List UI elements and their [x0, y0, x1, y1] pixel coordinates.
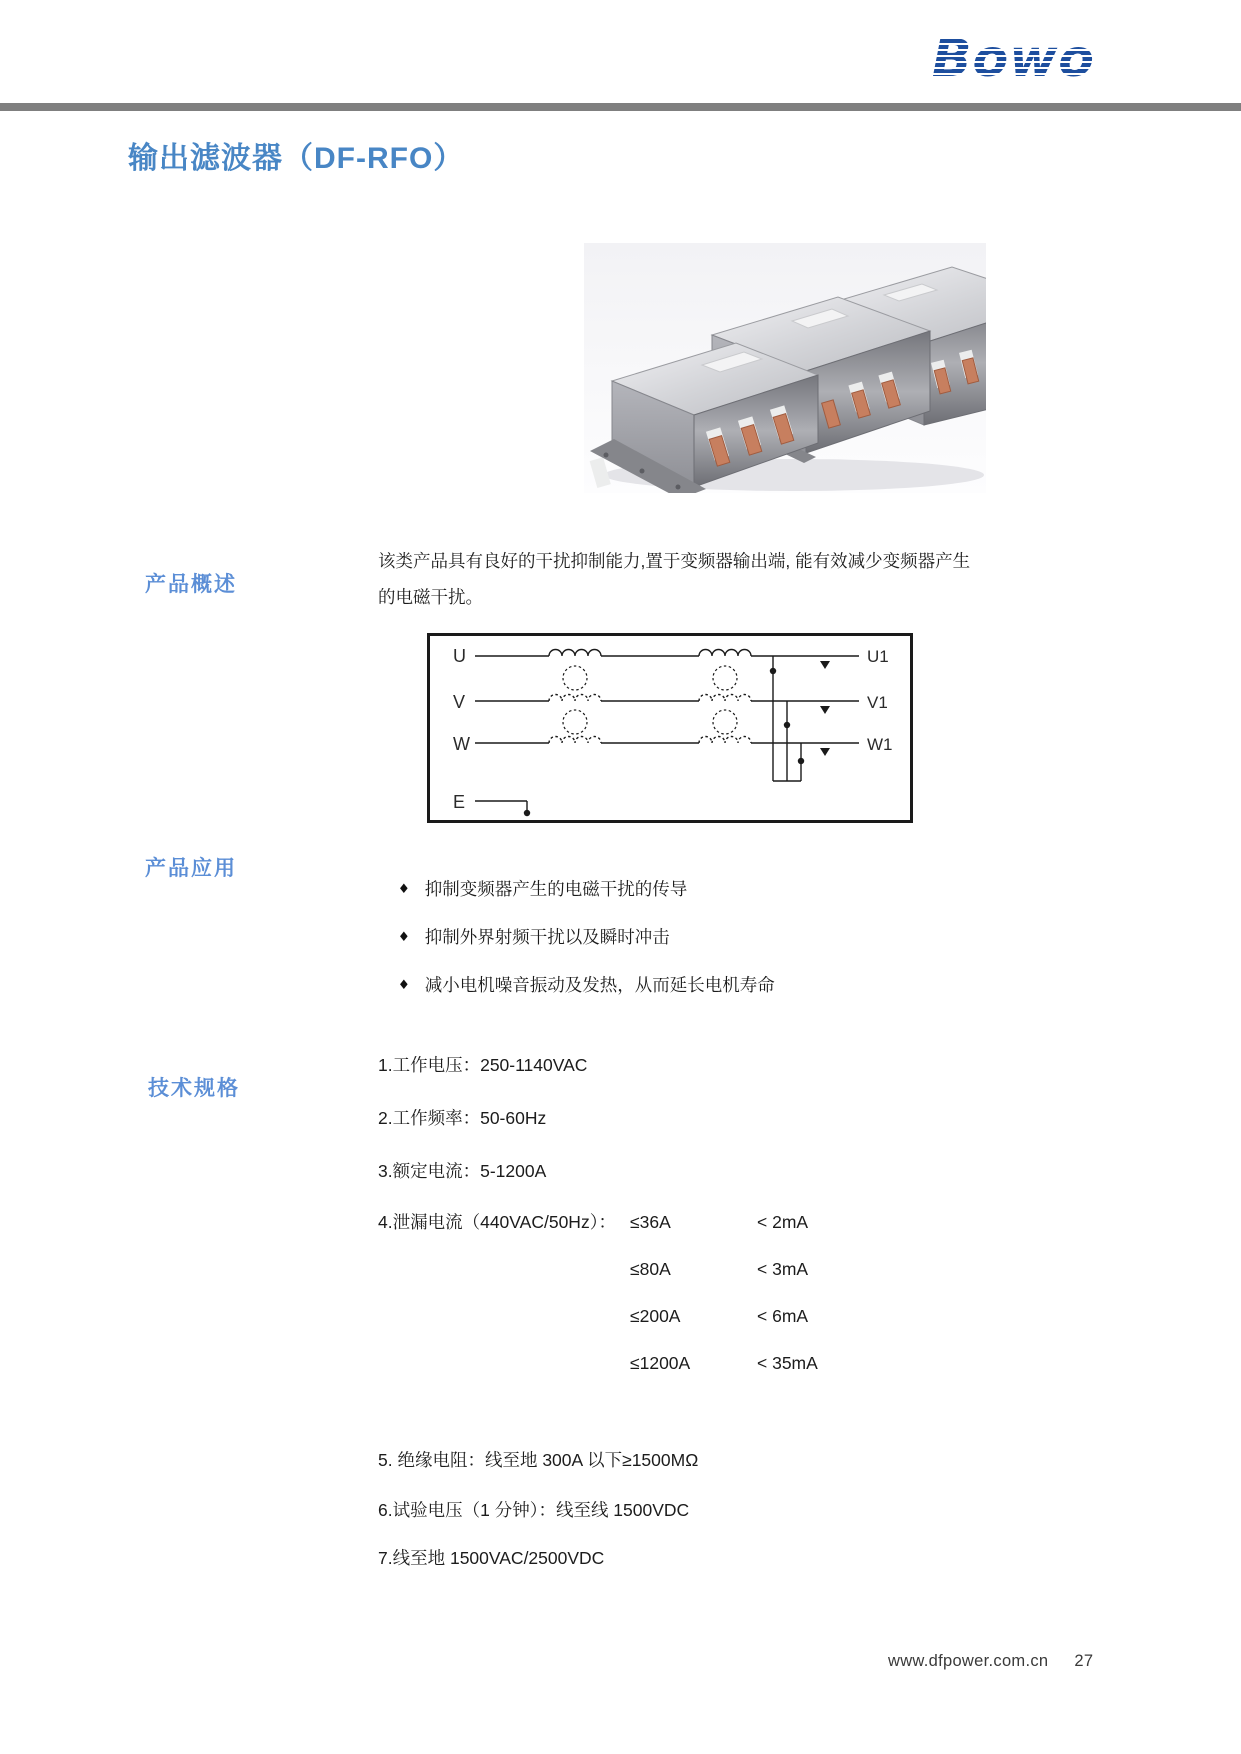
page-footer — [888, 1652, 1093, 1671]
leakage-range: ≤200A — [630, 1306, 681, 1326]
diamond-bullet-icon: ◆ — [400, 977, 408, 991]
leakage-row — [378, 1352, 818, 1375]
leakage-row — [378, 1211, 818, 1234]
diagram-input-u: U — [453, 646, 466, 666]
junction-dot — [784, 722, 790, 728]
junction-dot — [770, 668, 776, 674]
diagram-output-w1: W1 — [867, 735, 893, 754]
leakage-limit: < 6mA — [757, 1306, 809, 1326]
footer-website: www.dfpower.com.cn — [888, 1652, 1049, 1670]
leakage-limit: < 3mA — [757, 1259, 809, 1279]
leakage-row — [378, 1305, 818, 1328]
spec-item: 1.工作电压：250-1140VAC — [378, 1055, 588, 1075]
leakage-label: 4.泄漏电流（440VAC/50Hz）： — [378, 1212, 616, 1232]
footer-page-number: 27 — [1074, 1652, 1094, 1670]
junction-dot — [524, 810, 530, 816]
diagram-output-u1: U1 — [867, 647, 889, 666]
diagram-border — [429, 635, 912, 822]
diamond-bullet-icon: ◆ — [400, 929, 408, 943]
specs-list — [378, 1054, 818, 1600]
overview-text: 该类产品具有良好的干扰抑制能力,置于变频器输出端, 能有效减少变频器产生的电磁干扰。 — [378, 551, 971, 607]
applications-list — [400, 877, 775, 1021]
section-heading-overview: 产品概述 — [145, 573, 237, 596]
diamond-bullet-icon: ◆ — [400, 881, 408, 895]
spec-item: 7.线至地 1500VAC/2500VDC — [378, 1548, 605, 1568]
leakage-limit: < 35mA — [757, 1353, 818, 1373]
circuit-diagram — [427, 633, 913, 828]
page-title: 输出滤波器（DF-RFO） — [128, 142, 465, 175]
section-heading-applications: 产品应用 — [145, 857, 237, 880]
leakage-range: ≤80A — [630, 1259, 671, 1279]
application-item-label: 抑制变频器产生的电磁干扰的传导 — [424, 878, 688, 899]
list-item — [400, 925, 775, 947]
application-item-label: 抑制外界射频干扰以及瞬时冲击 — [424, 926, 670, 947]
spec-item: 6.试验电压（1 分钟）：线至线 1500VDC — [378, 1500, 690, 1520]
leakage-range: ≤1200A — [630, 1353, 691, 1373]
bowo-logo: Bowo — [931, 29, 1095, 89]
list-item — [400, 973, 775, 995]
list-item — [400, 877, 775, 899]
diagram-output-v1: V1 — [867, 693, 888, 712]
spec-item: 5. 绝缘电阻：线至地 300A 以下≥1500MΩ — [378, 1450, 699, 1470]
diagram-input-w: W — [453, 734, 470, 754]
leakage-limit: < 2mA — [757, 1212, 809, 1232]
product-photo — [584, 243, 986, 493]
spec-item: 3.额定电流：5-1200A — [378, 1161, 547, 1181]
leakage-range: ≤36A — [630, 1212, 671, 1232]
diagram-ground-label: E — [453, 792, 466, 812]
leakage-row — [378, 1258, 818, 1281]
junction-dot — [798, 758, 804, 764]
header-divider-bar — [0, 103, 1241, 111]
section-heading-specs: 技术规格 — [148, 1077, 240, 1100]
diagram-input-v: V — [453, 692, 466, 712]
spec-item: 2.工作频率：50-60Hz — [378, 1108, 547, 1128]
application-item-label: 减小电机噪音振动及发热，从而延长电机寿命 — [424, 974, 775, 995]
